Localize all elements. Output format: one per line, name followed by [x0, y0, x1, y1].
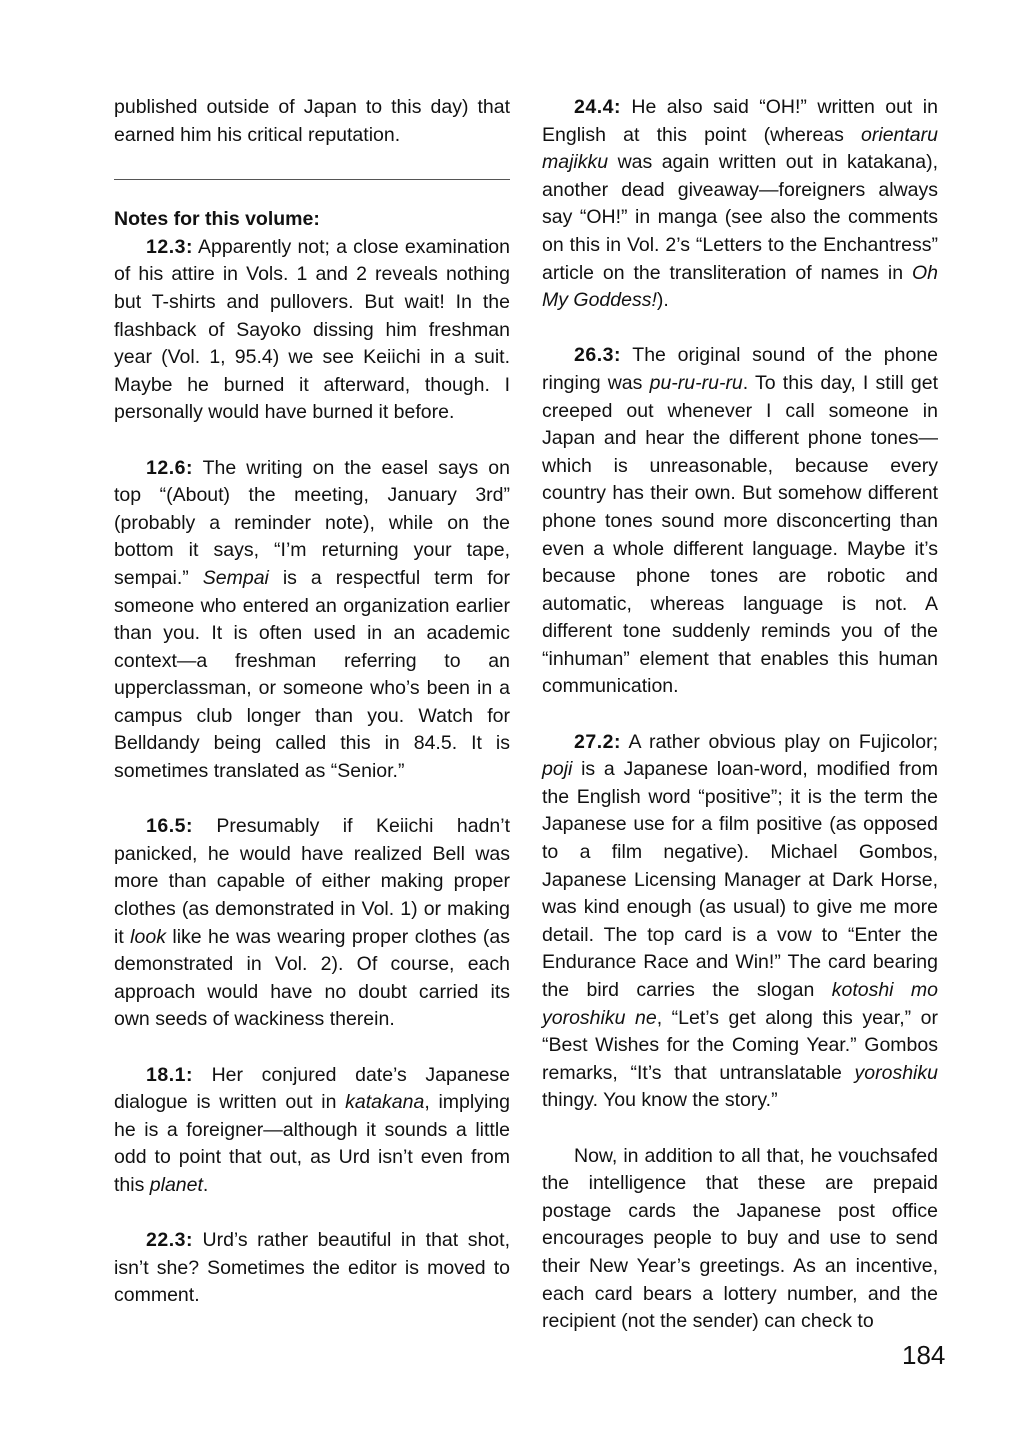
left-notes-list [114, 234, 510, 1310]
note-12-3 [114, 234, 510, 427]
intro-paragraph: published outside of Japan to this day) that earned him his critical reputation. [114, 96, 510, 146]
note-number: 22.3: [146, 1229, 193, 1252]
right-column [542, 94, 938, 1336]
note-26-3 [542, 342, 938, 701]
note-12-6 [114, 455, 510, 786]
page-number: 184 [902, 1340, 946, 1370]
note-text: Urd’s rather beautiful in that shot, isn’t she? Sometimes the editor is moved to comment. [114, 1229, 510, 1307]
left-column [114, 94, 510, 1338]
note-24-4 [542, 94, 938, 315]
note-text: The original sound of the phone ringing was pu-ru-ru-ru. To this day, I still get creeped out whenever I call someone in Japan and hear the different phone tones—which is unreasonable, because every country has their own. But somehow different phone tones sound more disconcerting than even a whole different language. Maybe it’s because phone tones are robotic and automatic, whereas language is not. A different tone suddenly reminds you of the “inhuman” element that enables this human communication. [542, 344, 938, 698]
note-number: 12.6: [146, 456, 193, 479]
note-number: 24.4: [574, 96, 621, 118]
note-text: Presumably if Keiichi hadn’t panicked, he would have realized Bell was more than capable of either making proper clothes (as demonstrated in Vol. 1) or making it look like he was wearing proper clothes (as demonstrated in Vol. 2). Of course, each approach would have no doubt carried its own seeds of wackiness therein. [114, 815, 510, 1031]
note-number: 27.2: [574, 730, 621, 753]
section-divider [114, 179, 510, 180]
note-18-1 [114, 1062, 510, 1200]
note-number: 18.1: [146, 1063, 193, 1086]
note-number: 26.3: [574, 344, 621, 367]
note-text: He also said “OH!” written out in English at this point (whereas orientaru majikku was again written out in katakana), another dead giveaway—foreigners always say “OH!” in manga (see also the comments on this in Vol. 2’s “Letters to the Enchantress” article on the transliteration of names in Oh My Goddess!). [542, 96, 938, 312]
note-number: 16.5: [146, 815, 193, 838]
note-16-5 [114, 813, 510, 1034]
note-22-3 [114, 1227, 510, 1310]
notes-heading: Notes for this volume: [114, 208, 320, 231]
note-number: 12.3: [146, 235, 193, 258]
note-text: A rather obvious play on Fujicolor; poji is a Japanese loan-word, modified from the English word “positive”; it is the term the Japanese use for a film positive (as opposed to a film negative). Michael Gombos, Japanese Licensing Manager at Dark Horse, was kind enough (as usual) to give me more detail. The top card is a vow to “Enter the Endurance Race and Win!” The card bearing the bird carries the slogan kotoshi mo yoroshiku ne, “Let’s get along this year,” or “Best Wishes for the Coming Year.” Gombos remarks, “It’s that untranslatable yoroshiku thingy. You know the story.” [542, 730, 938, 1112]
note-text: Her conjured date’s Japanese dialogue is written out in katakana, implying he is a foreigner—although it sounds a little odd to point that out, as Urd isn’t even from this planet. [114, 1063, 510, 1196]
continuation-paragraph: Now, in addition to all that, he vouchsafed the intelligence that these are prepaid postage cards the Japanese post office encourages people to buy and use to send their New Year’s greetings. As an incentive, each card bears a lottery number, and the recipient (not the sender) can check to [542, 1144, 938, 1333]
right-notes-list [542, 94, 938, 1115]
note-text: The writing on the easel says on top “(About) the meeting, January 3rd” (probably a reminder note), while on the bottom it says, “I’m returning your tape, sempai.” Sempai is a respectful term for someone who entered an organization earlier than you. It is often used in an academic context—a freshman referring to an upperclassman, or someone who’s been in a campus club longer than you. Watch for Belldandy being called this in 84.5. It is sometimes translated as “Senior.” [114, 456, 510, 783]
note-27-2 [542, 729, 938, 1115]
note-text: Apparently not; a close examination of his attire in Vols. 1 and 2 reveals nothing but T-shirts and pullovers. But wait! In the flashback of Sayoko dissing him freshman year (Vol. 1, 95.4) we see Keiichi in a suit. Maybe he burned it afterward, though. I personally would have burned it before. [114, 235, 510, 424]
